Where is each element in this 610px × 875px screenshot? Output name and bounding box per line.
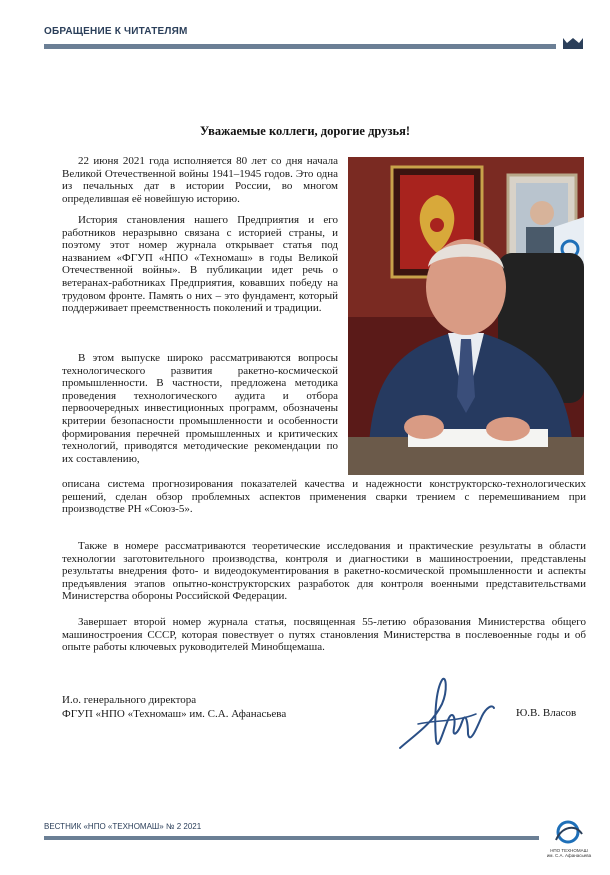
crown-logo-icon <box>562 35 584 51</box>
footer-logo-caption-line-1: НПО ТЕХНОМАШ <box>550 848 588 853</box>
paragraph-2: История становления нашего Предприятия и его работников неразрывно связана с историей страны, и поэтому этот номер журнала открывает статья под названием «ФГУП «НПО «Техномаш» в годы Великой Отечественной войны». В публикации идет речь о ветеранах-работниках Предприятия, ковавших победу на трудовом фронте. Память о них – это фундамент, который поддерживает преемственность поколений и традиции. <box>62 214 338 315</box>
paragraph-5: Завершает второй номер журнала статья, посвященная 55-летию образования Министерства общего машиностроения СССР, которая повествует о путях становления Министерства в послевоенные годы и об опыте работы ключевых руководителей Минобщемаша. <box>62 616 586 654</box>
signatory-role-line-1: И.о. генерального директора <box>62 694 197 706</box>
director-photo <box>348 157 584 475</box>
paragraph-3: В этом выпуске широко рассматриваются вопросы технологического развития ракетно-космической промышленности. В частности, предложена методика проведения технологического аудита и отбора первоочередных инвестиционных программ, обозначены критерии безопасности промышленности и особенности формирования перечней промышленных и критических технологий, приводятся методические рекомендации по их составлению, <box>62 352 338 465</box>
header-rule <box>44 44 556 49</box>
footer-rule <box>44 836 539 840</box>
footer-logo-caption-line-2: им. С.А. Афанасьева <box>546 853 592 858</box>
journal-footer: ВЕСТНИК «НПО «ТЕХНОМАШ» № 2 2021 <box>44 822 202 831</box>
section-header: ОБРАЩЕНИЕ К ЧИТАТЕЛЯМ <box>44 26 188 37</box>
footer-logo-caption <box>544 848 594 858</box>
handwritten-signature-icon <box>396 664 496 760</box>
paragraph-4: Также в номере рассматриваются теоретические исследования и практические результаты в области технологии заготовительного производства, контроля и диагностики в машиностроении, представлены результаты внедрения фото- и видеодокументирования в ракетно-космической промышленности и аспекты предъявления этапов опытно-конструкторских разработок для контроля военными представительствами Министерства обороны Российской Федерации. <box>62 540 586 603</box>
paragraph-3-continued: описана система прогнозирования показателей качества и надежности конструкторско-технологических решений, сделан обзор проблемных аспектов применения сварки трением с перемешиванием при производстве РН «Союз-5». <box>62 478 586 516</box>
signatory-role <box>62 693 286 721</box>
signatory-role-line-2: ФГУП «НПО «Техномаш» им. С.А. Афанасьева <box>62 708 287 720</box>
paragraph-1: 22 июня 2021 года исполняется 80 лет со дня начала Великой Отечественной войны 1941–1945 годов. Это одна из печальных дат в истории России, во многом определившая её новейшую историю. <box>62 155 338 205</box>
letter-title: Уважаемые коллеги, дорогие друзья! <box>199 124 411 138</box>
signatory-name: Ю.В. Власов <box>516 707 577 719</box>
